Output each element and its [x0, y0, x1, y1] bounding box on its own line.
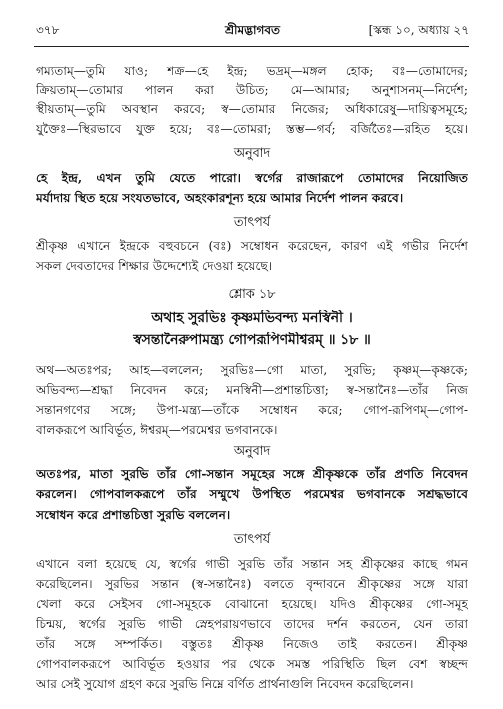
- translation-line: অতঃপর, মাতা সুরভি তাঁর গো-সন্তান সমূহের সঙ্গে শ্রীকৃষ্ণকে তাঁর প্রণতি নিবেদন: [36, 467, 468, 481]
- translation-line: সম্বোধন করে প্রশান্তচিত্তা সুরভি বললেন।: [36, 508, 231, 522]
- translation-line: মর্যাদায় স্থিত হয়ে সংযতভাবে, অহংকারশূন্য হয়ে আমার নির্দেশ পালন করবে।: [36, 191, 404, 205]
- synonym-line: ক্রিয়তাম্—তোমার পালন করা উচিত; মে—আমার; অনুশাসনম্—নির্দেশ;: [36, 83, 468, 97]
- purport-heading: তাৎপর্য: [233, 532, 271, 547]
- purport-line: সকল দেবতাদের শিক্ষার উদ্দেশ্যেই দেওয়া হয়েছে।: [36, 259, 273, 273]
- purport-line: এখানে বলা হয়েছে যে, স্বর্গের গাভী সুরভি তাঁর সন্তান সহ শ্রীকৃষ্ণের কাছে গমন: [36, 557, 468, 571]
- translation-heading: অনুবাদ: [233, 444, 271, 459]
- verse-heading: শ্লোক ১৮: [228, 287, 276, 302]
- header-rule: [34, 46, 469, 47]
- translation-heading: অনুবাদ: [233, 146, 271, 161]
- purport-line: তাঁর সঙ্গে সম্পর্কিত। বস্তুতঃ শ্রীকৃষ্ণ নিজেও তাই করতেন। শ্রীকৃষ্ণ: [36, 637, 468, 651]
- synonym-line: অথ—অতঃপর; আহ—বললেন; সুরভিঃ—গো মাতা, সুরভি; কৃষ্ণম্—কৃষ্ণকে;: [36, 363, 468, 377]
- purport-heading: তাৎপর্য: [233, 215, 271, 230]
- synonym-line: সন্তানগণের সঙ্গে; উপা-মন্ত্র্য—তাঁকে সম্বোধন করে; গোপ-রূপিণম্—গোপ-: [36, 403, 468, 417]
- verse-line: অথাহ সুরভিঃ কৃষ্ণমভিবন্দ্য মনস্বিনী ।: [151, 310, 353, 326]
- book-title: শ্রীমদ্ভাগবত: [224, 23, 281, 37]
- synonym-line: বালকরূপে আবির্ভূত, ঈশ্বরম্—পরমেশ্বর ভগবানকে।: [36, 423, 278, 437]
- purport-line: করেছিলেন। সুরভির সন্তান (স্ব-সন্তানৈঃ) বলতে বৃন্দাবনে শ্রীকৃষ্ণের সঙ্গে যারা: [36, 577, 468, 591]
- synonym-line: গম্যতাম্—তুমি যাও; শক্র—হে ইন্দ্র; ভদ্রম্—মঙ্গল হোক; বঃ—তোমাদের;: [36, 64, 468, 78]
- translation-line: হে ইন্দ্র, এখন তুমি যেতে পারো। স্বর্গের রাজারূপে তোমাদের নিয়োজিত: [36, 171, 468, 185]
- translation-line: করলেন। গোপবালকরূপে তাঁর সম্মুখে উপস্থিত পরমেশ্বর ভগবানকে সশ্রদ্ধভাবে: [36, 487, 468, 501]
- synonym-line: স্থীয়তাম্—তুমি অবস্থান করবে; স্ব—তোমার নিজের; অধিকারেষু—দায়িত্বসমূহে;: [36, 102, 468, 116]
- purport-line: চিন্ময়, স্বর্গের সুরভি গাভী স্নেহপরায়ণভাবে তাদের দর্শন করতেন, যেন তারা: [36, 617, 468, 631]
- page-number: ৩৭৮: [36, 23, 60, 37]
- synonym-line: যুক্তৈঃ—স্থিরভাবে যুক্ত হয়ে; বঃ—তোমরা; স্তম্ভ—গর্ব; বর্জিতৈঃ—রহিত হয়ে।: [36, 122, 468, 136]
- purport-line: গোপবালকরূপে আবির্ভূত হওয়ার পর থেকে সমস্ত পরিস্থিতি ছিল বেশ স্বচ্ছন্দ: [36, 657, 468, 671]
- purport-line: শ্রীকৃষ্ণ এখানে ইন্দ্রকে বহুবচনে (বঃ) সম্বোধন করেছেন, কারণ এই গভীর নির্দেশ: [36, 239, 468, 253]
- purport-line: আর সেই সুযোগ গ্রহণ করে সুরভি নিম্নে বর্ণিত প্রার্থনাগুলি নিবেদন করেছিলেন।: [36, 677, 414, 691]
- verse-line: স্বসন্তানৈরুপামন্ত্র্য গোপরূপিণমীশ্বরম্ ॥ ১৮ ॥: [133, 332, 371, 348]
- running-header: [36, 22, 469, 42]
- synonym-line: অভিবন্দ্য—শ্রদ্ধা নিবেদন করে; মনস্বিনী—প্রশান্তচিত্তা; স্ব-সন্তানৈঃ—তাঁর নিজ: [36, 383, 468, 397]
- purport-line: খেলা করে সেইসব গো-সমূহকে বোঝানো হয়েছে। যদিও শ্রীকৃষ্ণের গো-সমূহ: [36, 597, 468, 611]
- canto-chapter: [স্কন্ধ ১০, অধ্যায় ২৭: [368, 23, 469, 37]
